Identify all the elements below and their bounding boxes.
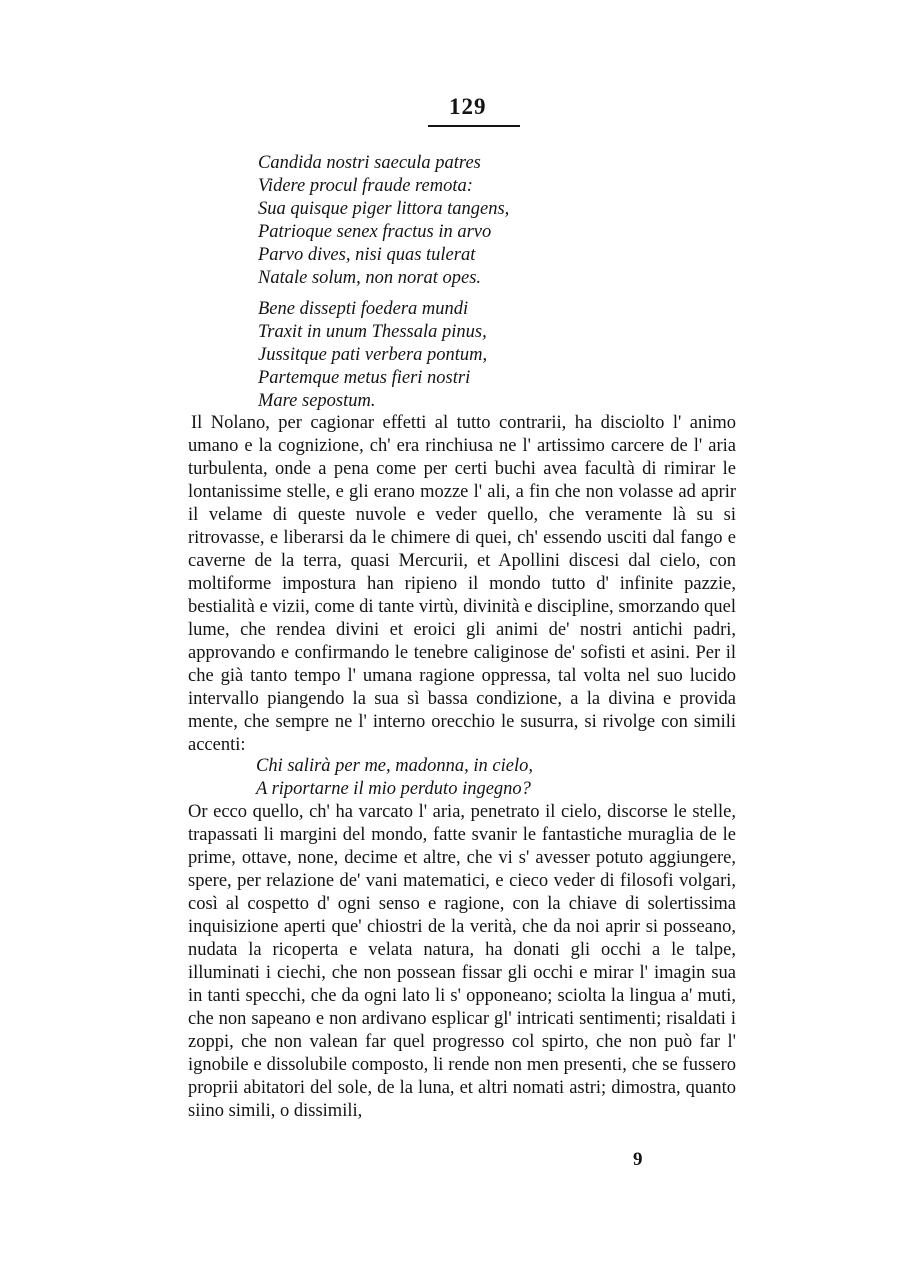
verse-line: Natale solum, non norat opes. xyxy=(258,268,482,288)
verse-line: Mare sepostum. xyxy=(258,391,376,411)
body-paragraph-1: Il Nolano, per cagionar effetti al tutto contrarii, ha disciolto l' animo umano e la cognizione, ch' era rinchiusa ne l' artissimo carcere de l' aria turbulenta, onde a pena come per certi buchi avea facultà di rimirar le lontanissime stelle, e gli erano mozze l' ali, a fin che non volasse ad aprir il velame di queste nuvole e veder quello, che veramente là su si ritrovasse, e liberarsi da le chimere di quei, ch' essendo usciti dal fango e caverne de la terra, quasi Mercurii, et Apollini discesi dal cielo, con moltiforme impostura han ripieno il mondo tutto d' infinite pazzie, bestialità e vizii, come di tante virtù, divinità e discipline, smorzando quel lume, che rendea divini et eroici gli animi de' nostri antichi padri, approvando e confirmando le tenebre caliginose de' sofisti et asini. Per il che già tanto tempo l' umana ragione oppressa, tal volta nel suo lucido intervallo piangendo la sua sì bassa condizione, a la divina e provida mente, che sempre ne l' interno orecchio le susurra, si rivolge con simili accenti: xyxy=(188,413,736,755)
verse-line: Videre procul fraude remota: xyxy=(258,176,473,196)
verse-line: Sua quisque piger littora tangens, xyxy=(258,199,510,219)
verse-line: Bene dissepti foedera mundi xyxy=(258,299,469,319)
verse-line: Partemque metus fieri nostri xyxy=(258,368,471,388)
body-paragraph-2: Or ecco quello, ch' ha varcato l' aria, penetrato il cielo, discorse le stelle, trapassati li margini del mondo, fatte svanir le fantastiche muraglia de le prime, ottave, none, decime et altre, che vi s' avesser potuto aggiungere, spere, per relazione de' vani matematici, e cieco veder di filosofi volgari, così al cospetto d' ogni senso e ragione, con la chiave di solertissima inquisizione aperti que' chiostri de la verità, che da noi aprir si posseano, nudata la ricoperta e velata natura, ha donati gli occhi a le talpe, illuminati i ciechi, che non possean fissar gli occhi e mirar l' imagin sua in tanti specchi, che da ogni lato li s' opponeano; sciolta la lingua a' muti, che non sapeano e non ardivano esplicar gl' intricati sentimenti; risaldati i zoppi, che non valean far quel progresso col spirto, che non può far l' ignobile e dissolubile composto, li rende non men presenti, che se fussero proprii abitatori del sole, de la luna, et altri nomati astri; dimostra, quanto siino simili, o dissimili, xyxy=(188,802,736,1121)
verse-line: A riportarne il mio perduto ingegno? xyxy=(256,779,531,799)
poem-stanza-1 xyxy=(258,152,509,290)
quoted-verse xyxy=(256,755,533,801)
verse-line: Parvo dives, nisi quas tulerat xyxy=(258,245,476,265)
header-rule xyxy=(428,125,520,127)
verse-line: Patrioque senex fractus in arvo xyxy=(258,222,492,242)
verse-line: Traxit in unum Thessala pinus, xyxy=(258,322,487,342)
poem-stanza-2 xyxy=(258,298,487,413)
verse-line: Jussitque pati verbera pontum, xyxy=(258,345,488,365)
signature-mark: 9 xyxy=(633,1149,643,1170)
page-number: 129 xyxy=(449,94,487,119)
verse-line: Chi salirà per me, madonna, in cielo, xyxy=(256,756,533,776)
verse-line: Candida nostri saecula patres xyxy=(258,153,481,173)
